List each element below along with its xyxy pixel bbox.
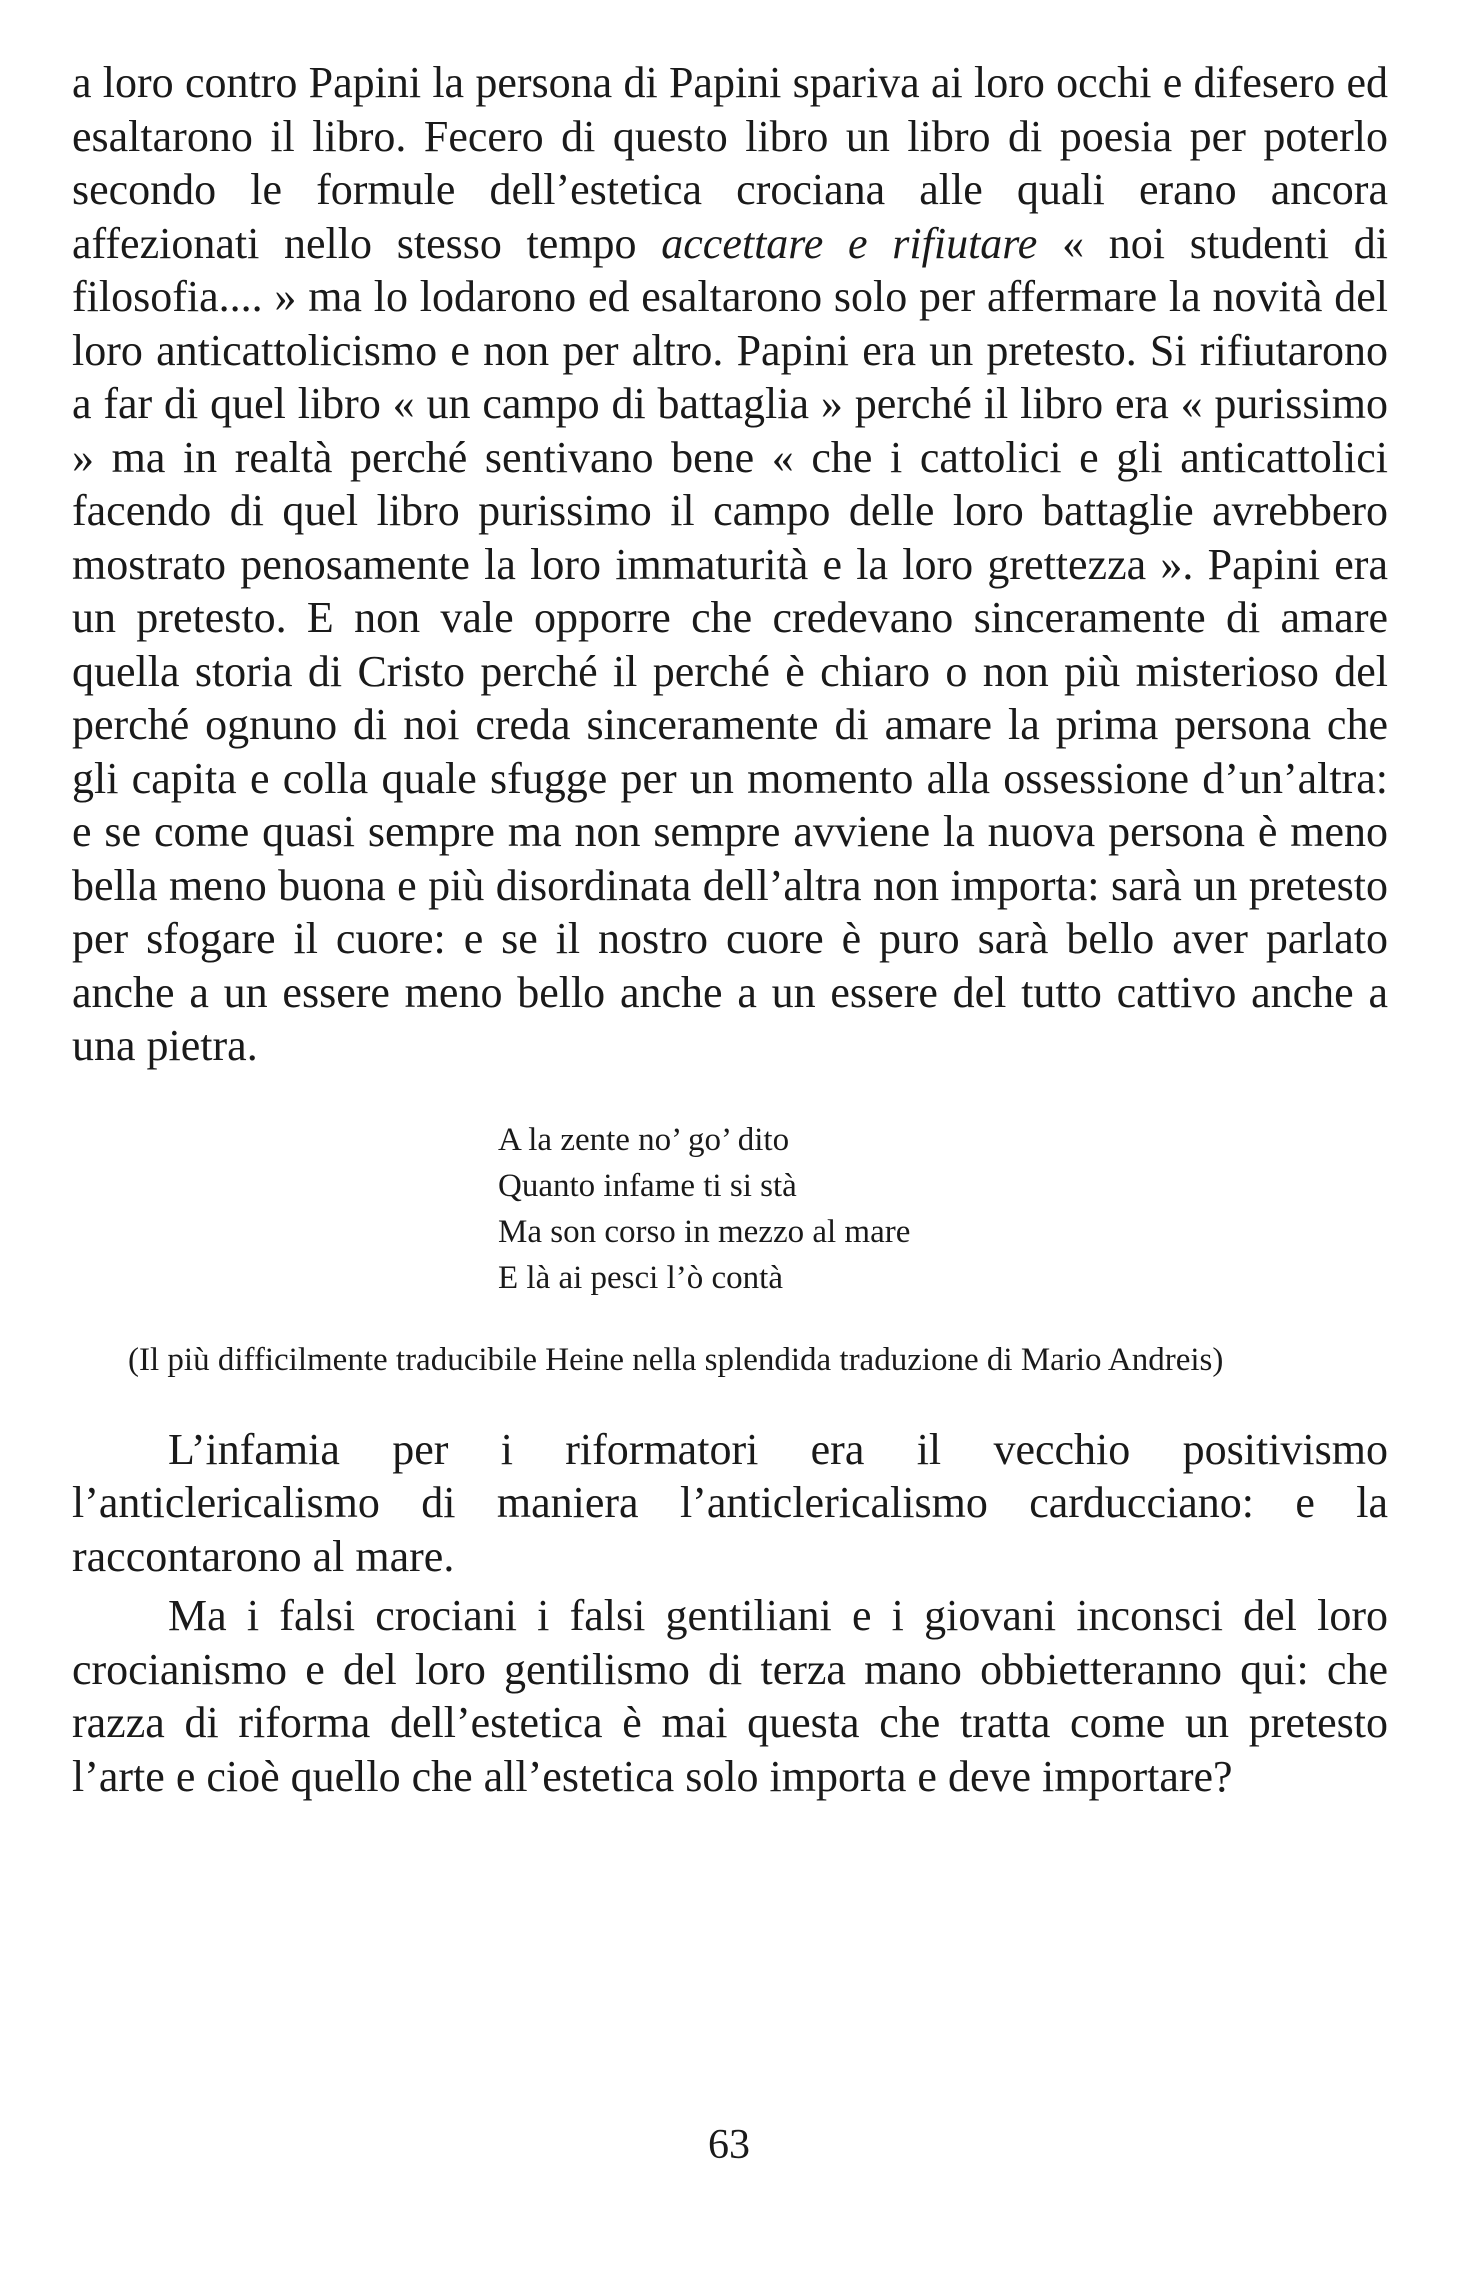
- page-number: 63: [708, 2122, 750, 2168]
- italic-phrase: accettare e rifiutare: [661, 218, 1038, 268]
- poem-attribution: (Il più difficilmente traducibile Heine nella splendida traduzione di Mario Andreis): [128, 1341, 1224, 1378]
- paragraph-falsi-crociani: Ma i falsi crociani i falsi gentiliani e i giovani inconsci del loro crocianismo e del loro gentilismo di terza mano obbietteranno qui: che razza di riforma dell’estetica è mai questa che tratta come un pretesto l’arte e cioè quello che all’estetica solo importa e deve importare?: [72, 1591, 1388, 1801]
- poem-line: Quanto infame ti si stà: [498, 1167, 797, 1204]
- poem-line: Ma son corso in mezzo al mare: [498, 1213, 911, 1250]
- paragraph-infamia: L’infamia per i riformatori era il vecchio positivismo l’anticlericalismo di maniera l’anticlericalismo carducciano: e la raccontarono al mare.: [72, 1424, 1388, 1581]
- page-body: [72, 56, 1388, 1803]
- paragraph-text-end: « noi studenti di filosofia.... » ma lo lodarono ed esaltarono solo per affermare la novità del loro anticattolicismo e non per altro. Papini era un pretesto. Si rifiutarono a far di quel libro « un campo di battaglia » perché il libro era « purissimo » ma in realtà perché sentivano bene « che i cattolici e gli anticattolici facendo di quel libro purissimo il campo delle loro battaglie avrebbero mostrato penosamente la loro immaturità e la loro grettezza ». Papini era un pretesto. E non vale opporre che credevano sinceramente di amare quella storia di Cristo perché il perché è chiaro o non più misterioso del perché ognuno di noi creda sinceramente di amare la prima persona che gli capita e colla quale sfugge per un momento alla ossessione d’un’altra: e se come quasi sempre ma non sempre avviene la nuova persona è meno bella meno buona e più disordinata dell’altra non importa: sarà un pretesto per sfogare il cuore: e se il nostro cuore è puro sarà bello aver parlato anche a un essere meno bello anche a un essere del tutto cattivo anche a una pietra.: [72, 218, 1388, 1070]
- poem-line: E là ai pesci l’ò contà: [498, 1259, 783, 1296]
- poem-verse: [498, 1117, 1388, 1301]
- paragraph-text-start: a loro contro Papini la persona di Papini spariva ai loro occhi e difesero ed esaltarono il libro. Fecero di questo libro un libro di poesia per poterlo secondo le formule dell’estetica crociana alle quali erano ancora affezionati nello stesso tempo: [72, 58, 1388, 268]
- paragraph-papini-pretext: [72, 56, 1388, 1073]
- poem-line: A la zente no’ go’ dito: [498, 1121, 790, 1158]
